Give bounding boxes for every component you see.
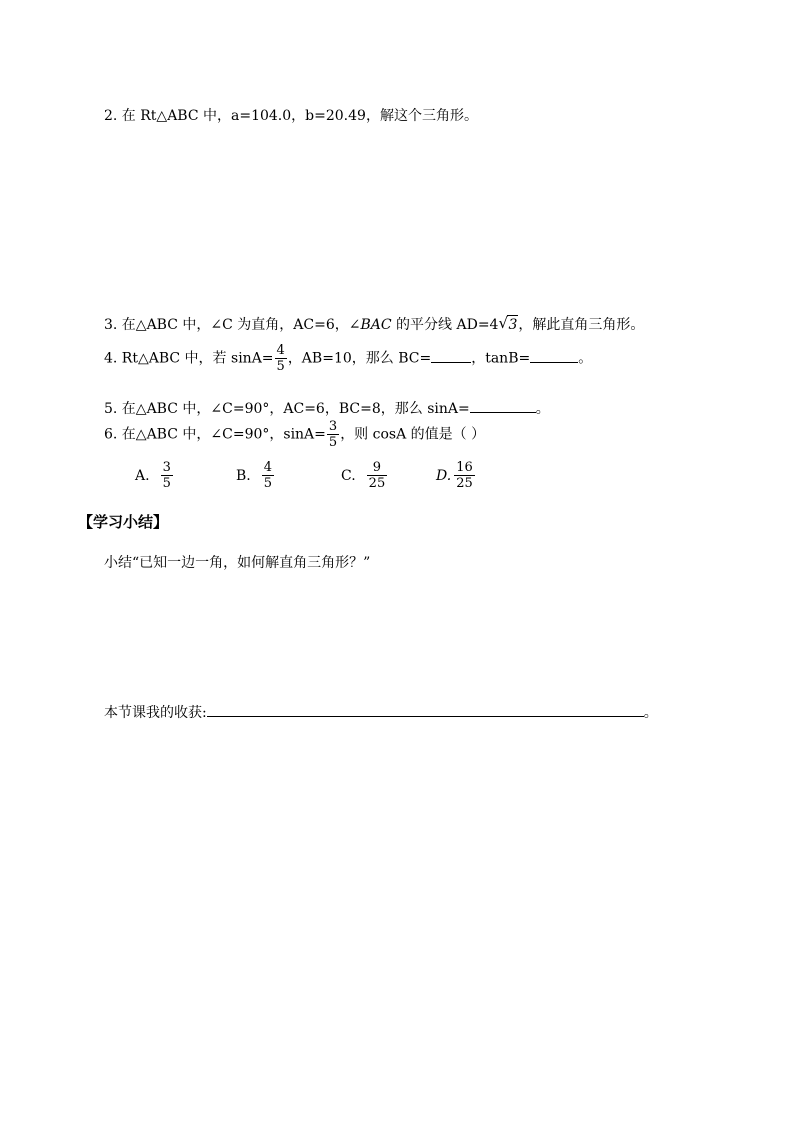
sqrt-radicand: 3: [508, 317, 518, 333]
fraction-denominator: 5: [328, 435, 338, 450]
option-c[interactable]: [341, 460, 388, 491]
sina-answer-blank[interactable]: [470, 398, 536, 413]
question-3-part1: 3. 在△ABC 中，∠C 为直角，AC=6，: [104, 317, 349, 333]
fraction-denominator: 25: [368, 476, 386, 491]
option-fraction: [454, 460, 475, 491]
question-2: [104, 107, 478, 125]
question-3: [104, 315, 644, 334]
question-3-part3: ，解此直角三角形。: [518, 317, 645, 333]
harvest-answer-blank[interactable]: [207, 702, 644, 717]
fraction-denominator: 5: [263, 476, 273, 491]
question-4-part1: 4. Rt△ABC 中，若 sinA=: [104, 350, 274, 367]
bc-answer-blank[interactable]: [431, 348, 471, 363]
question-2-text: 2. 在 Rt△ABC 中，a=104.0，b=20.49，解这个三角形。: [104, 108, 478, 124]
fraction-numerator: 3: [162, 460, 171, 475]
fraction-sina: [275, 343, 287, 374]
question-6: [104, 419, 485, 450]
fraction-numerator: 4: [276, 343, 285, 358]
option-fraction: [262, 460, 274, 491]
option-d[interactable]: [436, 460, 476, 491]
option-fraction: [161, 460, 173, 491]
fraction-sina: [327, 419, 339, 450]
fraction-denominator: 5: [276, 359, 285, 374]
summary-prompt: [104, 554, 370, 572]
fraction-numerator: 16: [456, 460, 473, 475]
sqrt-three: √ 3: [498, 314, 518, 333]
option-label: B.: [236, 467, 251, 484]
harvest-end: 。: [643, 705, 658, 721]
option-label: C.: [341, 467, 356, 484]
question-6-part2: ，则 cosA 的值是（ ）: [340, 426, 486, 443]
fraction-denominator: 25: [456, 476, 473, 491]
summary-heading: [78, 513, 168, 531]
question-4: [104, 343, 592, 374]
fraction-numerator: 4: [263, 460, 273, 475]
option-a[interactable]: [135, 460, 174, 491]
option-label: D.: [436, 467, 452, 484]
question-4-part3: ，tanB=: [471, 350, 531, 367]
harvest-line: [104, 702, 658, 722]
fraction-numerator: 3: [328, 419, 338, 434]
question-6-part1: 6. 在△ABC 中，∠C=90°，sinA=: [104, 426, 326, 443]
option-label: A.: [135, 467, 150, 484]
question-5-part1: 5. 在△ABC 中，∠C=90°，AC=6，BC=8，那么 sinA=: [104, 401, 470, 417]
question-5: [104, 398, 550, 418]
summary-heading-text: 【学习小结】: [78, 513, 169, 531]
question-4-part2: ，AB=10，那么 BC=: [287, 350, 432, 367]
angle-bac: ∠BAC: [348, 317, 392, 333]
tanb-answer-blank[interactable]: [530, 348, 578, 363]
question-4-part4: 。: [578, 350, 593, 367]
harvest-label: 本节课我的收获:: [104, 705, 207, 721]
summary-prompt-text: 小结“已知一边一角，如何解直角三角形？”: [104, 555, 371, 571]
question-3-part2: 的平分线 AD=4: [391, 317, 499, 333]
fraction-denominator: 5: [162, 476, 171, 491]
option-fraction: [367, 460, 388, 491]
fraction-numerator: 9: [367, 460, 388, 476]
question-5-part2: 。: [535, 401, 550, 417]
option-b[interactable]: [236, 460, 275, 491]
